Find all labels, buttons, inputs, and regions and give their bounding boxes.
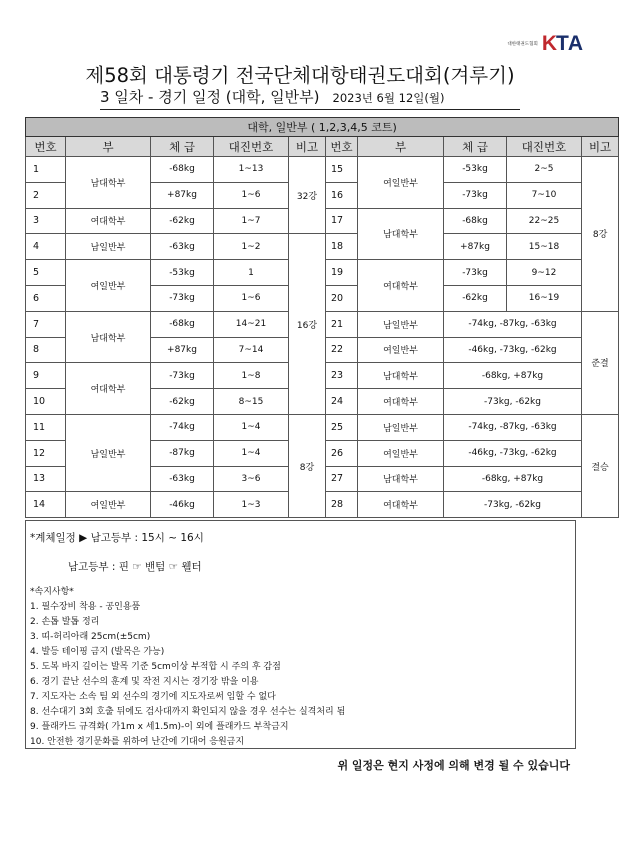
- table-row: [26, 157, 619, 183]
- division-cell: 남일반부: [66, 234, 151, 260]
- match-number: 17: [326, 208, 358, 234]
- table-row: [26, 414, 619, 440]
- bracket-cell: 1~6: [214, 182, 289, 208]
- division-cell: 남일반부: [66, 414, 151, 491]
- combined-weights: -74kg, -87kg, -63kg: [444, 311, 582, 337]
- round-note: 결승: [582, 414, 619, 517]
- bracket-cell: 1~6: [214, 285, 289, 311]
- combined-weights: -68kg, +87kg: [444, 466, 582, 492]
- match-number: 10: [26, 389, 66, 415]
- combined-weights: -46kg, -73kg, -62kg: [444, 337, 582, 363]
- match-number: 5: [26, 260, 66, 286]
- weight-cell: -62kg: [444, 285, 507, 311]
- header-number: 번호: [326, 137, 358, 157]
- bracket-cell: 1~13: [214, 157, 289, 183]
- schedule-table: [25, 117, 619, 518]
- weight-cell: -68kg: [151, 311, 214, 337]
- weighin-order: 남고등부 : 핀 ☞ 밴텀 ☞ 웰터: [68, 561, 202, 573]
- match-number: 2: [26, 182, 66, 208]
- match-number: 7: [26, 311, 66, 337]
- bracket-cell: 1~3: [214, 492, 289, 518]
- weight-cell: -53kg: [151, 260, 214, 286]
- match-number: 19: [326, 260, 358, 286]
- weight-cell: -68kg: [444, 208, 507, 234]
- weight-cell: +87kg: [151, 182, 214, 208]
- rule-item: 5. 도복 바지 길이는 발목 기준 5cm이상 부적합 시 주의 후 감점: [30, 662, 281, 672]
- weighin-schedule: *계체일정 ▶ 남고등부 : 15시 ~ 16시: [30, 532, 204, 544]
- match-number: 14: [26, 492, 66, 518]
- bracket-cell: 9~12: [507, 260, 582, 286]
- division-cell: 남대학부: [358, 466, 444, 492]
- header-bracket: 대진번호: [507, 137, 582, 157]
- division-cell: 남대학부: [66, 311, 151, 363]
- match-number: 16: [326, 182, 358, 208]
- logo-mark: KTA: [541, 32, 582, 55]
- subtitle-date: 2023년 6월 12일(월): [332, 91, 445, 105]
- match-number: 26: [326, 440, 358, 466]
- weight-cell: +87kg: [151, 337, 214, 363]
- table-row: [26, 234, 619, 260]
- kta-logo: [507, 32, 582, 56]
- weight-cell: -73kg: [444, 260, 507, 286]
- footer-notice: 위 일정은 현지 사정에 의해 변경 될 수 있습니다: [337, 759, 570, 772]
- combined-weights: -46kg, -73kg, -62kg: [444, 440, 582, 466]
- division-cell: 여대학부: [358, 260, 444, 312]
- weight-cell: -73kg: [151, 285, 214, 311]
- weight-cell: -46kg: [151, 492, 214, 518]
- bracket-cell: 1~4: [214, 414, 289, 440]
- weight-cell: -62kg: [151, 208, 214, 234]
- division-cell: 남대학부: [66, 157, 151, 209]
- match-number: 6: [26, 285, 66, 311]
- rule-item: 9. 플래카드 규격화( 가1m x 세1.5m)-이 외에 플래카드 부착금지: [30, 722, 289, 732]
- match-number: 24: [326, 389, 358, 415]
- combined-weights: -73kg, -62kg: [444, 389, 582, 415]
- header-note: 비고: [289, 137, 326, 157]
- bracket-cell: 1~8: [214, 363, 289, 389]
- bracket-cell: 1: [214, 260, 289, 286]
- weight-cell: +87kg: [444, 234, 507, 260]
- bracket-cell: 15~18: [507, 234, 582, 260]
- round-note: 준결: [582, 311, 619, 414]
- division-cell: 남일반부: [358, 414, 444, 440]
- division-cell: 여대학부: [66, 363, 151, 415]
- weight-cell: -73kg: [151, 363, 214, 389]
- division-cell: 여대학부: [358, 492, 444, 518]
- round-note: 16강: [289, 234, 326, 415]
- weight-cell: -62kg: [151, 389, 214, 415]
- rule-item: 7. 지도자는 소속 팀 외 선수의 경기에 지도자로써 임할 수 없다: [30, 692, 276, 702]
- division-cell: 여대학부: [66, 208, 151, 234]
- match-number: 15: [326, 157, 358, 183]
- weight-cell: -53kg: [444, 157, 507, 183]
- page-title: 제58회 대통령기 전국단체대항태권도대회(겨루기): [85, 64, 515, 87]
- round-note: 32강: [289, 157, 326, 234]
- weight-cell: -63kg: [151, 466, 214, 492]
- division-cell: 여일반부: [66, 260, 151, 312]
- round-note: 8강: [582, 157, 619, 312]
- header-bracket: 대진번호: [214, 137, 289, 157]
- combined-weights: -68kg, +87kg: [444, 363, 582, 389]
- round-note: 8강: [289, 414, 326, 517]
- match-number: 4: [26, 234, 66, 260]
- match-number: 12: [26, 440, 66, 466]
- header-division: 부: [358, 137, 444, 157]
- match-number: 18: [326, 234, 358, 260]
- table-caption: 대학, 일반부 ( 1,2,3,4,5 코트): [26, 118, 619, 137]
- rule-item: 8. 선수대기 3회 호출 뒤에도 검사대까지 확인되지 않을 경우 선수는 실격처리 됨: [30, 707, 346, 717]
- weight-cell: -74kg: [151, 414, 214, 440]
- subtitle-day: 3 일차 - 경기 일정 (대학, 일반부): [100, 88, 320, 106]
- header-division: 부: [66, 137, 151, 157]
- division-cell: 여대학부: [358, 389, 444, 415]
- header-note: 비고: [582, 137, 619, 157]
- bracket-cell: 16~19: [507, 285, 582, 311]
- bracket-cell: 1~2: [214, 234, 289, 260]
- match-number: 22: [326, 337, 358, 363]
- bracket-cell: 1~7: [214, 208, 289, 234]
- division-cell: 남대학부: [358, 208, 444, 260]
- division-cell: 남일반부: [358, 311, 444, 337]
- logo-org-text: 대한태권도협회: [507, 42, 538, 47]
- bracket-cell: 14~21: [214, 311, 289, 337]
- match-number: 25: [326, 414, 358, 440]
- bracket-cell: 8~15: [214, 389, 289, 415]
- weight-cell: -68kg: [151, 157, 214, 183]
- match-number: 8: [26, 337, 66, 363]
- division-cell: 여일반부: [358, 440, 444, 466]
- division-cell: 여일반부: [358, 337, 444, 363]
- header-number: 번호: [26, 137, 66, 157]
- bracket-cell: 1~4: [214, 440, 289, 466]
- division-cell: 여일반부: [66, 492, 151, 518]
- schedule-subtitle: [100, 86, 520, 110]
- match-number: 21: [326, 311, 358, 337]
- bracket-cell: 22~25: [507, 208, 582, 234]
- match-number: 20: [326, 285, 358, 311]
- bracket-cell: 2~5: [507, 157, 582, 183]
- rule-item: 4. 발등 테이핑 금지 (발목은 가능): [30, 647, 165, 657]
- combined-weights: -74kg, -87kg, -63kg: [444, 414, 582, 440]
- rule-item: 3. 띠-허리아래 25cm(±5cm): [30, 632, 151, 642]
- rule-item: 10. 안전한 경기문화를 위하여 난간에 기대어 응원금지: [30, 737, 245, 747]
- weight-cell: -73kg: [444, 182, 507, 208]
- division-cell: 여일반부: [358, 157, 444, 209]
- bracket-cell: 7~14: [214, 337, 289, 363]
- match-number: 9: [26, 363, 66, 389]
- match-number: 28: [326, 492, 358, 518]
- rule-item: 1. 필수장비 착용 - 공인용품: [30, 602, 141, 612]
- rule-item: 2. 손톱 발톱 정리: [30, 617, 100, 627]
- rule-item: 6. 경기 끝난 선수의 훈계 및 작전 지시는 경기장 밖을 이용: [30, 677, 259, 687]
- match-number: 13: [26, 466, 66, 492]
- notes-box: [25, 520, 576, 749]
- weight-cell: -63kg: [151, 234, 214, 260]
- combined-weights: -73kg, -62kg: [444, 492, 582, 518]
- match-number: 1: [26, 157, 66, 183]
- bracket-cell: 7~10: [507, 182, 582, 208]
- header-weight: 체 급: [444, 137, 507, 157]
- match-number: 3: [26, 208, 66, 234]
- bracket-cell: 3~6: [214, 466, 289, 492]
- match-number: 23: [326, 363, 358, 389]
- header-weight: 체 급: [151, 137, 214, 157]
- weight-cell: -87kg: [151, 440, 214, 466]
- rules-title: *속지사항*: [30, 587, 74, 597]
- match-number: 27: [326, 466, 358, 492]
- division-cell: 남대학부: [358, 363, 444, 389]
- match-number: 11: [26, 414, 66, 440]
